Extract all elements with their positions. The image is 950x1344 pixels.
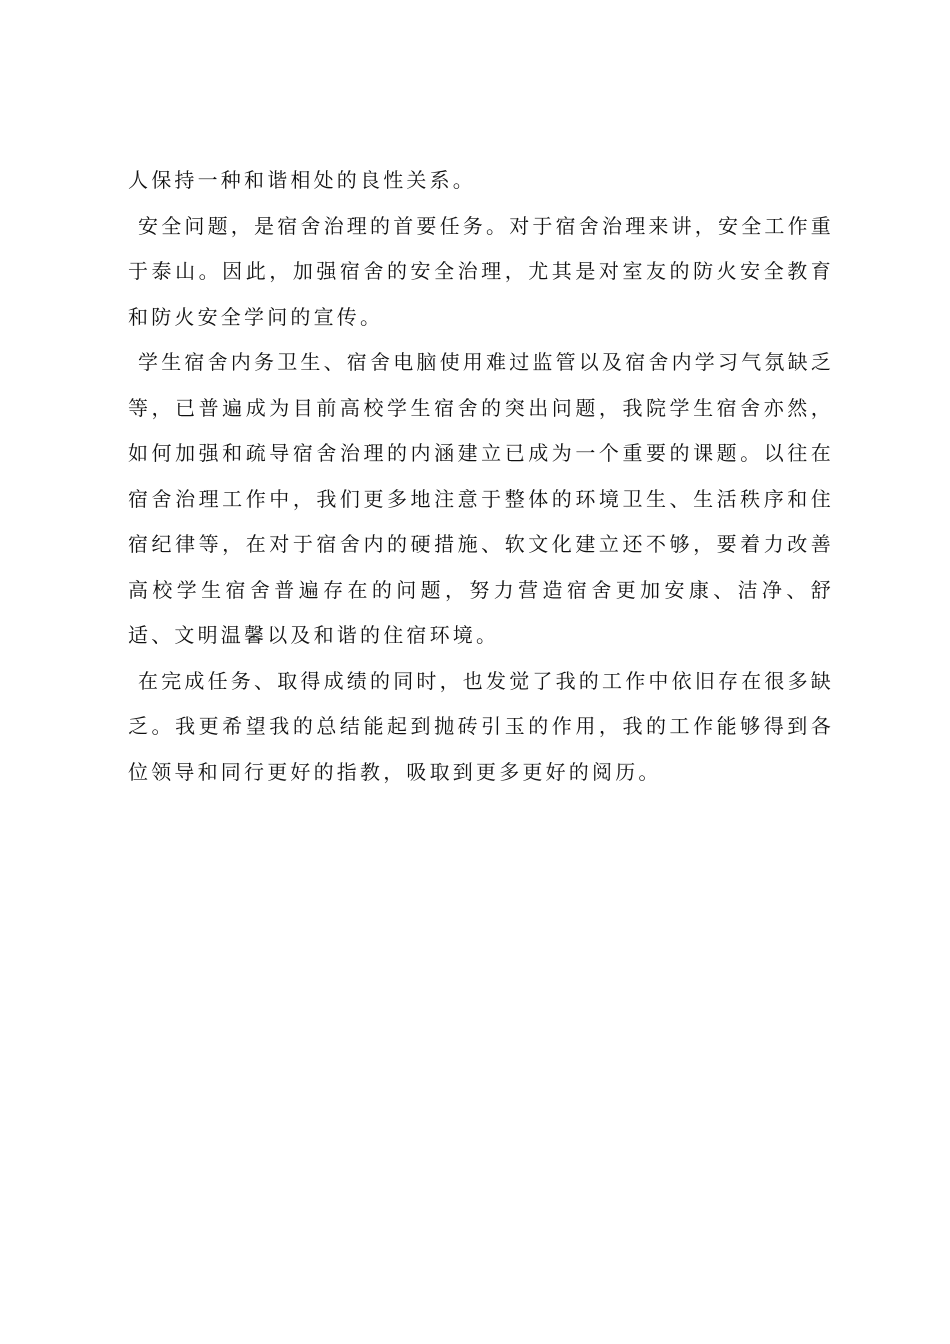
- paragraph-dormitory-issues: 学生宿舍内务卫生、宿舍电脑使用难过监管以及宿舍内学习气氛缺乏等，已普遍成为目前高校学生宿舍的突出问题，我院学生宿舍亦然，如何加强和疏导宿舍治理的内涵建立已成为一个重要的课题。以往在宿舍治理工作中，我们更多地注意于整体的环境卫生、生活秩序和住宿纪律等，在对于宿舍内的硬措施、软文化建立还不够，要着力改善高校学生宿舍普遍存在的问题，努力营造宿舍更加安康、洁净、舒适、文明温馨以及和谐的住宿环境。: [128, 350, 834, 647]
- paragraph-continuation: 人保持一种和谐相处的良性关系。: [128, 168, 476, 192]
- paragraph-safety: 安全问题，是宿舍治理的首要任务。对于宿舍治理来讲，安全工作重于泰山。因此，加强宿舍的安全治理，尤其是对室友的防火安全教育和防火安全学问的宣传。: [128, 213, 834, 329]
- paragraph-conclusion: 在完成任务、取得成绩的同时，也发觉了我的工作中依旧存在很多缺乏。我更希望我的总结能起到抛砖引玉的作用，我的工作能够得到各位领导和同行更好的指教，吸取到更多更好的阅历。: [128, 668, 834, 784]
- document-body: [128, 158, 834, 795]
